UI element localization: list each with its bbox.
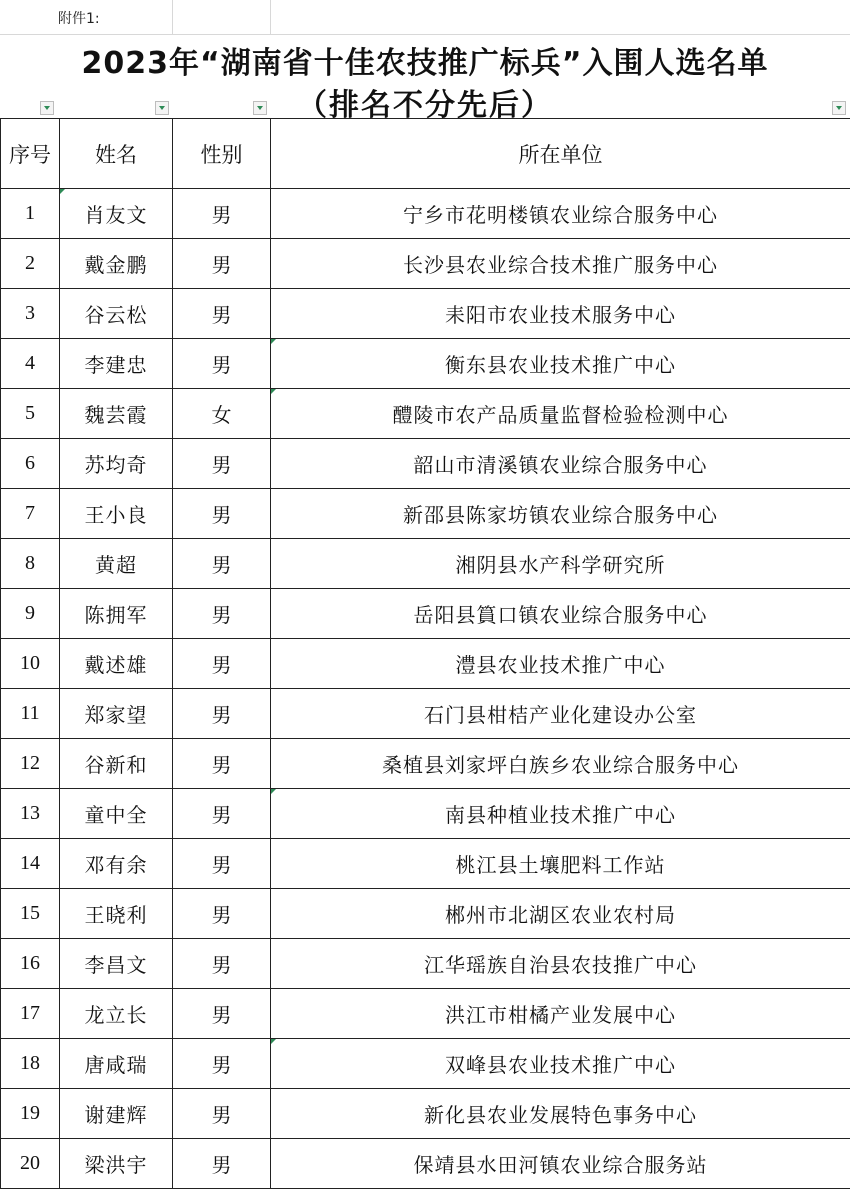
roster-body: [1, 189, 850, 1189]
cell-name[interactable]: 唐咸瑞: [60, 1039, 173, 1089]
cell-gender[interactable]: 男: [173, 439, 271, 489]
cell-number[interactable]: 7: [1, 489, 60, 539]
cell-number[interactable]: 2: [1, 239, 60, 289]
cell-name[interactable]: 陈拥军: [60, 589, 173, 639]
cell-unit[interactable]: 石门县柑桔产业化建设办公室: [271, 689, 850, 739]
cell-number[interactable]: 8: [1, 539, 60, 589]
cell-gender[interactable]: 男: [173, 989, 271, 1039]
cell-gender[interactable]: 男: [173, 539, 271, 589]
cell-unit[interactable]: 桑植县刘家坪白族乡农业综合服务中心: [271, 739, 850, 789]
table-row: [1, 189, 850, 239]
cell-name[interactable]: 谷云松: [60, 289, 173, 339]
cell-unit[interactable]: 保靖县水田河镇农业综合服务站: [271, 1139, 850, 1189]
gridline: [172, 0, 173, 34]
cell-unit[interactable]: 南县种植业技术推广中心: [271, 789, 850, 839]
cell-gender[interactable]: 男: [173, 589, 271, 639]
cell-number[interactable]: 17: [1, 989, 60, 1039]
cell-unit[interactable]: 宁乡市花明楼镇农业综合服务中心: [271, 189, 850, 239]
column-header-name: 姓名: [60, 119, 173, 189]
cell-gender[interactable]: 男: [173, 339, 271, 389]
cell-gender[interactable]: 男: [173, 489, 271, 539]
table-row: [1, 839, 850, 889]
table-row: [1, 389, 850, 439]
cell-number[interactable]: 13: [1, 789, 60, 839]
cell-name[interactable]: 肖友文: [60, 189, 173, 239]
table-row: [1, 489, 850, 539]
cell-gender[interactable]: 男: [173, 689, 271, 739]
roster-table: [0, 118, 850, 1189]
page-title: 2023年“湖南省十佳农技推广标兵”入围人选名单: [81, 46, 769, 81]
cell-gender[interactable]: 男: [173, 939, 271, 989]
table-row: [1, 939, 850, 989]
cell-number[interactable]: 12: [1, 739, 60, 789]
cell-unit[interactable]: 双峰县农业技术推广中心: [271, 1039, 850, 1089]
cell-name[interactable]: 梁洪宇: [60, 1139, 173, 1189]
cell-name[interactable]: 魏芸霞: [60, 389, 173, 439]
table-row: [1, 339, 850, 389]
cell-gender[interactable]: 男: [173, 239, 271, 289]
cell-unit[interactable]: 衡东县农业技术推广中心: [271, 339, 850, 389]
cell-unit[interactable]: 桃江县土壤肥料工作站: [271, 839, 850, 889]
cell-unit[interactable]: 澧县农业技术推广中心: [271, 639, 850, 689]
cell-number[interactable]: 14: [1, 839, 60, 889]
cell-unit[interactable]: 洪江市柑橘产业发展中心: [271, 989, 850, 1039]
cell-number[interactable]: 16: [1, 939, 60, 989]
cell-name[interactable]: 龙立长: [60, 989, 173, 1039]
cell-number[interactable]: 20: [1, 1139, 60, 1189]
filter-dropdown-icon[interactable]: [832, 101, 846, 115]
table-row: [1, 1039, 850, 1089]
page-subtitle: （排名不分先后）: [297, 88, 553, 123]
table-row: [1, 439, 850, 489]
cell-number[interactable]: 1: [1, 189, 60, 239]
cell-unit[interactable]: 新化县农业发展特色事务中心: [271, 1089, 850, 1139]
title-area: [0, 34, 850, 123]
cell-name[interactable]: 王晓利: [60, 889, 173, 939]
cell-unit[interactable]: 醴陵市农产品质量监督检验检测中心: [271, 389, 850, 439]
table-row: [1, 989, 850, 1039]
cell-number[interactable]: 11: [1, 689, 60, 739]
table-row: [1, 1089, 850, 1139]
table-row: [1, 289, 850, 339]
table-row: [1, 739, 850, 789]
cell-unit[interactable]: 新邵县陈家坊镇农业综合服务中心: [271, 489, 850, 539]
cell-name[interactable]: 李昌文: [60, 939, 173, 989]
cell-gender[interactable]: 男: [173, 639, 271, 689]
cell-number[interactable]: 3: [1, 289, 60, 339]
cell-number[interactable]: 6: [1, 439, 60, 489]
cell-gender[interactable]: 男: [173, 789, 271, 839]
cell-gender[interactable]: 男: [173, 889, 271, 939]
cell-number[interactable]: 4: [1, 339, 60, 389]
cell-name[interactable]: 谢建辉: [60, 1089, 173, 1139]
cell-name[interactable]: 郑家望: [60, 689, 173, 739]
filter-dropdown-icon[interactable]: [155, 101, 169, 115]
table-row: [1, 639, 850, 689]
cell-number[interactable]: 9: [1, 589, 60, 639]
cell-name[interactable]: 戴金鹏: [60, 239, 173, 289]
cell-name[interactable]: 邓有余: [60, 839, 173, 889]
table-row: [1, 889, 850, 939]
table-header-row: [1, 119, 850, 189]
cell-name[interactable]: 童中全: [60, 789, 173, 839]
cell-gender[interactable]: 男: [173, 839, 271, 889]
table-row: [1, 589, 850, 639]
cell-unit[interactable]: 郴州市北湖区农业农村局: [271, 889, 850, 939]
filter-dropdown-icon[interactable]: [40, 101, 54, 115]
column-header-unit: 所在单位: [271, 119, 850, 189]
table-row: [1, 689, 850, 739]
cell-name[interactable]: 戴述雄: [60, 639, 173, 689]
column-header-gender: 性别: [173, 119, 271, 189]
cell-number[interactable]: 5: [1, 389, 60, 439]
cell-gender[interactable]: 女: [173, 389, 271, 439]
cell-name[interactable]: 苏均奇: [60, 439, 173, 489]
cell-gender[interactable]: 男: [173, 289, 271, 339]
cell-name[interactable]: 李建忠: [60, 339, 173, 389]
sheet-header-strip: [0, 0, 850, 35]
cell-unit[interactable]: 湘阴县水产科学研究所: [271, 539, 850, 589]
cell-name[interactable]: 谷新和: [60, 739, 173, 789]
cell-unit[interactable]: 江华瑶族自治县农技推广中心: [271, 939, 850, 989]
cell-number[interactable]: 18: [1, 1039, 60, 1089]
cell-unit[interactable]: 韶山市清溪镇农业综合服务中心: [271, 439, 850, 489]
cell-number[interactable]: 19: [1, 1089, 60, 1139]
cell-unit[interactable]: 长沙县农业综合技术推广服务中心: [271, 239, 850, 289]
cell-name[interactable]: 王小良: [60, 489, 173, 539]
cell-gender[interactable]: 男: [173, 1039, 271, 1089]
cell-name[interactable]: 黄超: [60, 539, 173, 589]
cell-number[interactable]: 15: [1, 889, 60, 939]
cell-number[interactable]: 10: [1, 639, 60, 689]
cell-unit[interactable]: 岳阳县篔口镇农业综合服务中心: [271, 589, 850, 639]
cell-gender[interactable]: 男: [173, 739, 271, 789]
gridline: [270, 0, 271, 34]
attachment-label: 附件1:: [58, 11, 100, 27]
table-row: [1, 239, 850, 289]
cell-gender[interactable]: 男: [173, 1089, 271, 1139]
cell-gender[interactable]: 男: [173, 189, 271, 239]
filter-dropdown-icon[interactable]: [253, 101, 267, 115]
cell-unit[interactable]: 耒阳市农业技术服务中心: [271, 289, 850, 339]
cell-gender[interactable]: 男: [173, 1139, 271, 1189]
table-row: [1, 539, 850, 589]
table-row: [1, 1139, 850, 1189]
table-row: [1, 789, 850, 839]
column-header-no: 序号: [1, 119, 60, 189]
